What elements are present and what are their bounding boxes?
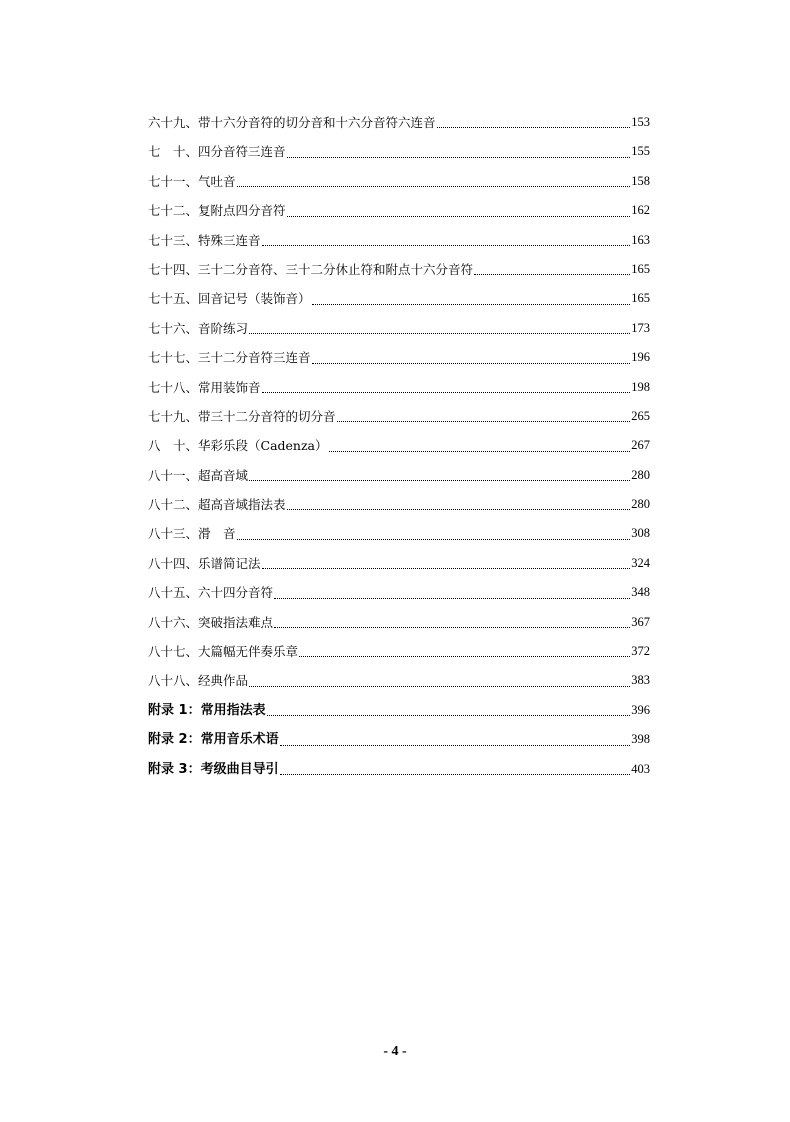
toc-entry[interactable] (148, 343, 650, 372)
toc-entry-title: 八十二、超高音域指法表 (148, 497, 286, 513)
toc-entry[interactable] (148, 108, 650, 137)
toc-entry[interactable] (148, 666, 650, 695)
toc-dot-leader (249, 461, 630, 490)
toc-entry-page: 198 (631, 379, 650, 394)
toc-entry[interactable] (148, 490, 650, 519)
toc-entry-title: 八十七、大篇幅无伴奏乐章 (148, 644, 299, 660)
toc-entry[interactable] (148, 637, 650, 666)
toc-dot-leader (249, 314, 630, 343)
toc-dot-leader (437, 108, 631, 137)
toc-entry-page: 265 (631, 408, 650, 423)
toc-entry[interactable] (148, 608, 650, 637)
toc-dot-leader (312, 284, 631, 313)
toc-dot-leader (262, 549, 631, 578)
toc-entry-title: 八十六、突破指法难点 (148, 614, 274, 630)
toc-dot-leader (262, 226, 631, 255)
toc-entry[interactable] (148, 461, 650, 490)
toc-entry-page: 163 (631, 232, 650, 247)
toc-entry[interactable] (148, 314, 650, 343)
toc-entry-page: 383 (631, 673, 650, 688)
toc-dot-leader (337, 402, 631, 431)
toc-dot-leader (280, 755, 631, 784)
toc-entry-page: 367 (631, 614, 650, 629)
toc-dot-leader (329, 431, 631, 460)
toc-entry-title: 八十一、超高音域 (148, 467, 249, 483)
toc-entry-page: 280 (631, 497, 650, 512)
toc-appendix-entry[interactable] (148, 696, 650, 725)
toc-entry-page: 196 (631, 350, 650, 365)
toc-entry-title: 附录 1：常用指法表 (148, 702, 266, 718)
toc-entry-title: 七十一、气吐音 (148, 173, 236, 189)
toc-entry-title: 八十八、经典作品 (148, 673, 249, 689)
toc-entry-page: 165 (631, 261, 650, 276)
toc-dot-leader (262, 373, 631, 402)
toc-dot-leader (474, 255, 630, 284)
toc-dot-leader (267, 696, 631, 725)
toc-entry-page: 165 (631, 291, 650, 306)
toc-dot-leader (287, 490, 631, 519)
toc-dot-leader (237, 167, 631, 196)
toc-entry-page: 403 (631, 761, 650, 776)
toc-dot-leader (299, 637, 630, 666)
toc-dot-leader (274, 608, 630, 637)
toc-dot-leader (274, 578, 630, 607)
toc-entry-title: 七十二、复附点四分音符 (148, 203, 286, 219)
toc-entry[interactable] (148, 196, 650, 225)
toc-entry[interactable] (148, 255, 650, 284)
toc-entry-title: 八 十、华彩乐段（Cadenza） (148, 438, 328, 454)
toc-entry-title: 七十五、回音记号（装饰音） (148, 291, 311, 307)
toc-appendix-entry[interactable] (148, 755, 650, 784)
toc-entry-title: 七十七、三十二分音符三连音 (148, 350, 311, 366)
toc-entry-page: 324 (631, 555, 650, 570)
toc-entry-title: 七十九、带三十二分音符的切分音 (148, 408, 336, 424)
toc-entry[interactable] (148, 226, 650, 255)
toc-entry[interactable] (148, 373, 650, 402)
toc-dot-leader (280, 725, 631, 754)
toc-entry-page: 348 (631, 585, 650, 600)
toc-entry-title: 八十五、六十四分音符 (148, 585, 274, 601)
toc-dot-leader (237, 519, 631, 548)
toc-entry-page: 396 (631, 702, 650, 717)
toc-appendix-entry[interactable] (148, 725, 650, 754)
toc-entry-title: 七十八、常用装饰音 (148, 379, 261, 395)
toc-entry-page: 398 (631, 732, 650, 747)
toc-entry-page: 162 (631, 203, 650, 218)
toc-entry[interactable] (148, 578, 650, 607)
toc-entry[interactable] (148, 137, 650, 166)
toc-entry-page: 153 (631, 114, 650, 129)
toc-dot-leader (312, 343, 631, 372)
toc-dot-leader (287, 196, 631, 225)
toc-entry-page: 280 (631, 467, 650, 482)
toc-entry-page: 155 (631, 144, 650, 159)
toc-entry[interactable] (148, 167, 650, 196)
table-of-contents (148, 108, 650, 784)
toc-entry[interactable] (148, 284, 650, 313)
toc-entry[interactable] (148, 549, 650, 578)
toc-entry[interactable] (148, 402, 650, 431)
toc-entry-title: 七十六、音阶练习 (148, 320, 249, 336)
toc-entry-page: 308 (631, 526, 650, 541)
toc-entry-page: 267 (631, 438, 650, 453)
toc-entry[interactable] (148, 431, 650, 460)
toc-entry-title: 七 十、四分音符三连音 (148, 144, 286, 160)
toc-entry-title: 六十九、带十六分音符的切分音和十六分音符六连音 (148, 114, 436, 130)
toc-dot-leader (249, 666, 630, 695)
toc-entry-page: 173 (631, 320, 650, 335)
toc-dot-leader (287, 137, 631, 166)
toc-entry-title: 七十三、特殊三连音 (148, 232, 261, 248)
toc-entry-page: 158 (631, 173, 650, 188)
toc-entry[interactable] (148, 519, 650, 548)
page-number: - 4 - (383, 1044, 407, 1059)
toc-entry-title: 八十三、滑 音 (148, 526, 236, 542)
toc-entry-title: 八十四、乐谱简记法 (148, 555, 261, 571)
toc-entry-title: 附录 3：考级曲目导引 (148, 761, 279, 777)
toc-entry-title: 附录 2：常用音乐术语 (148, 732, 279, 748)
toc-entry-page: 372 (631, 644, 650, 659)
toc-entry-title: 七十四、三十二分音符、三十二分休止符和附点十六分音符 (148, 261, 474, 277)
